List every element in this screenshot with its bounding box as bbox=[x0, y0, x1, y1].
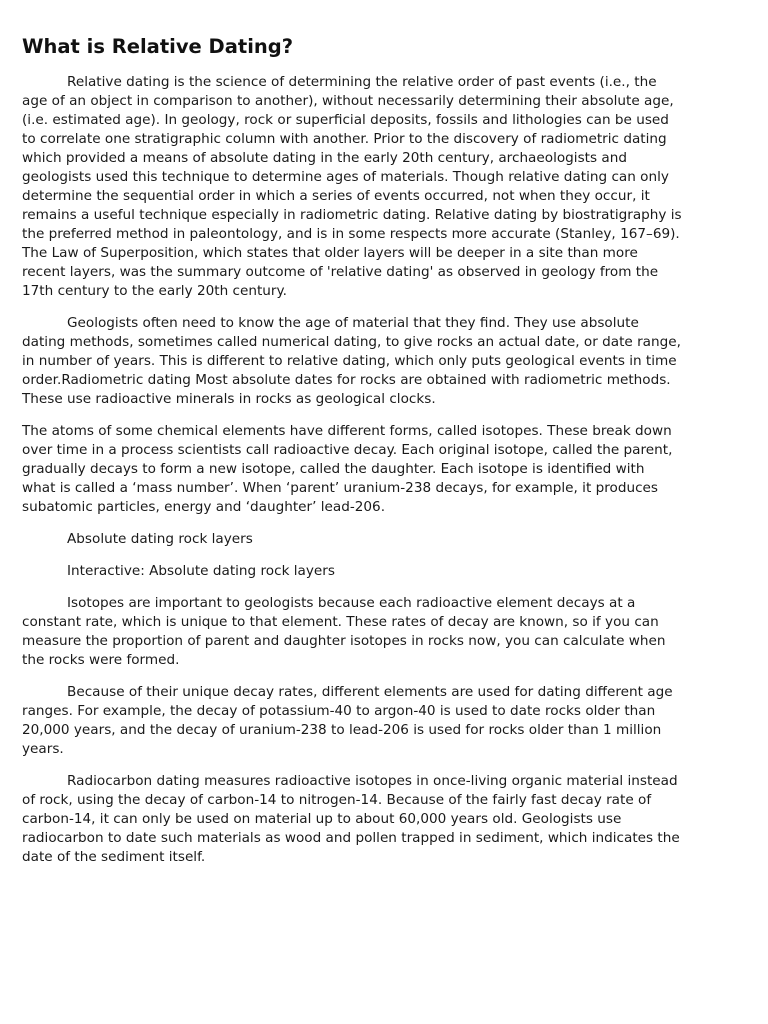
paragraph-relative-dating-intro: Relative dating is the science of determining the relative order of past events (i.e., the age of an object in comparison to another), without necessarily determining their absolute age, (i.e. estimated age). In geology, rock or superficial deposits, fossils and lithologies can be used to correlate one stratigraphic column with another. Prior to the discovery of radiometric dating which provided a means of absolute dating in the early 20th century, archaeologists and geologists used this technique to determine ages of materials. Though relative dating can only determine the sequential order in which a series of events occurred, not when they occur, it remains a useful technique especially in radiometric dating. Relative dating by biostratigraphy is the preferred method in paleontology, and is in some respects more accurate (Stanley, 167–69). The Law of Superposition, which states that older layers will be deeper in a site than more recent layers, was the summary outcome of 'relative dating' as observed in geology from the 17th century to the early 20th century. bbox=[22, 74, 682, 299]
paragraph-rock-layers-heading: Absolute dating rock layers bbox=[67, 531, 253, 547]
paragraph-isotope-importance: Isotopes are important to geologists because each radioactive element decays at a constant rate, which is unique to that element. These rates of decay are known, so if you can measure the proportion of parent and daughter isotopes in rocks now, you can calculate when the rocks were formed. bbox=[22, 595, 666, 668]
document-page bbox=[22, 34, 682, 880]
paragraph-isotopes-decay: The atoms of some chemical elements have different forms, called isotopes. These break down over time in a process scientists call radioactive decay. Each original isotope, called the parent, gradually decays to form a new isotope, called the daughter. Each isotope is identified with what is called a ‘mass number’. When ‘parent’ uranium-238 decays, for example, it produces subatomic particles, energy and ‘daughter’ lead-206. bbox=[22, 423, 673, 515]
page-title: What is Relative Dating? bbox=[22, 35, 294, 58]
paragraph-decay-rates: Because of their unique decay rates, different elements are used for dating different age ranges. For example, the decay of potassium-40 to argon-40 is used to date rocks older than 20,000 years, and the decay of uranium-238 to lead-206 is used for rocks older than 1 million years. bbox=[22, 684, 673, 757]
paragraph-absolute-dating: Geologists often need to know the age of material that they find. They use absolute dating methods, sometimes called numerical dating, to give rocks an actual date, or date range, in number of years. This is different to relative dating, which only puts geological events in time order.Radiometric dating Most absolute dates for rocks are obtained with radiometric methods. These use radioactive minerals in rocks as geological clocks. bbox=[22, 315, 681, 407]
paragraph-interactive-rock-layers: Interactive: Absolute dating rock layers bbox=[67, 563, 335, 579]
paragraph-radiocarbon: Radiocarbon dating measures radioactive isotopes in once-living organic material instead of rock, using the decay of carbon-14 to nitrogen-14. Because of the fairly fast decay rate of carbon-14, it can only be used on material up to about 60,000 years old. Geologists use radiocarbon to date such materials as wood and pollen trapped in sediment, which indicates the date of the sediment itself. bbox=[22, 773, 680, 865]
